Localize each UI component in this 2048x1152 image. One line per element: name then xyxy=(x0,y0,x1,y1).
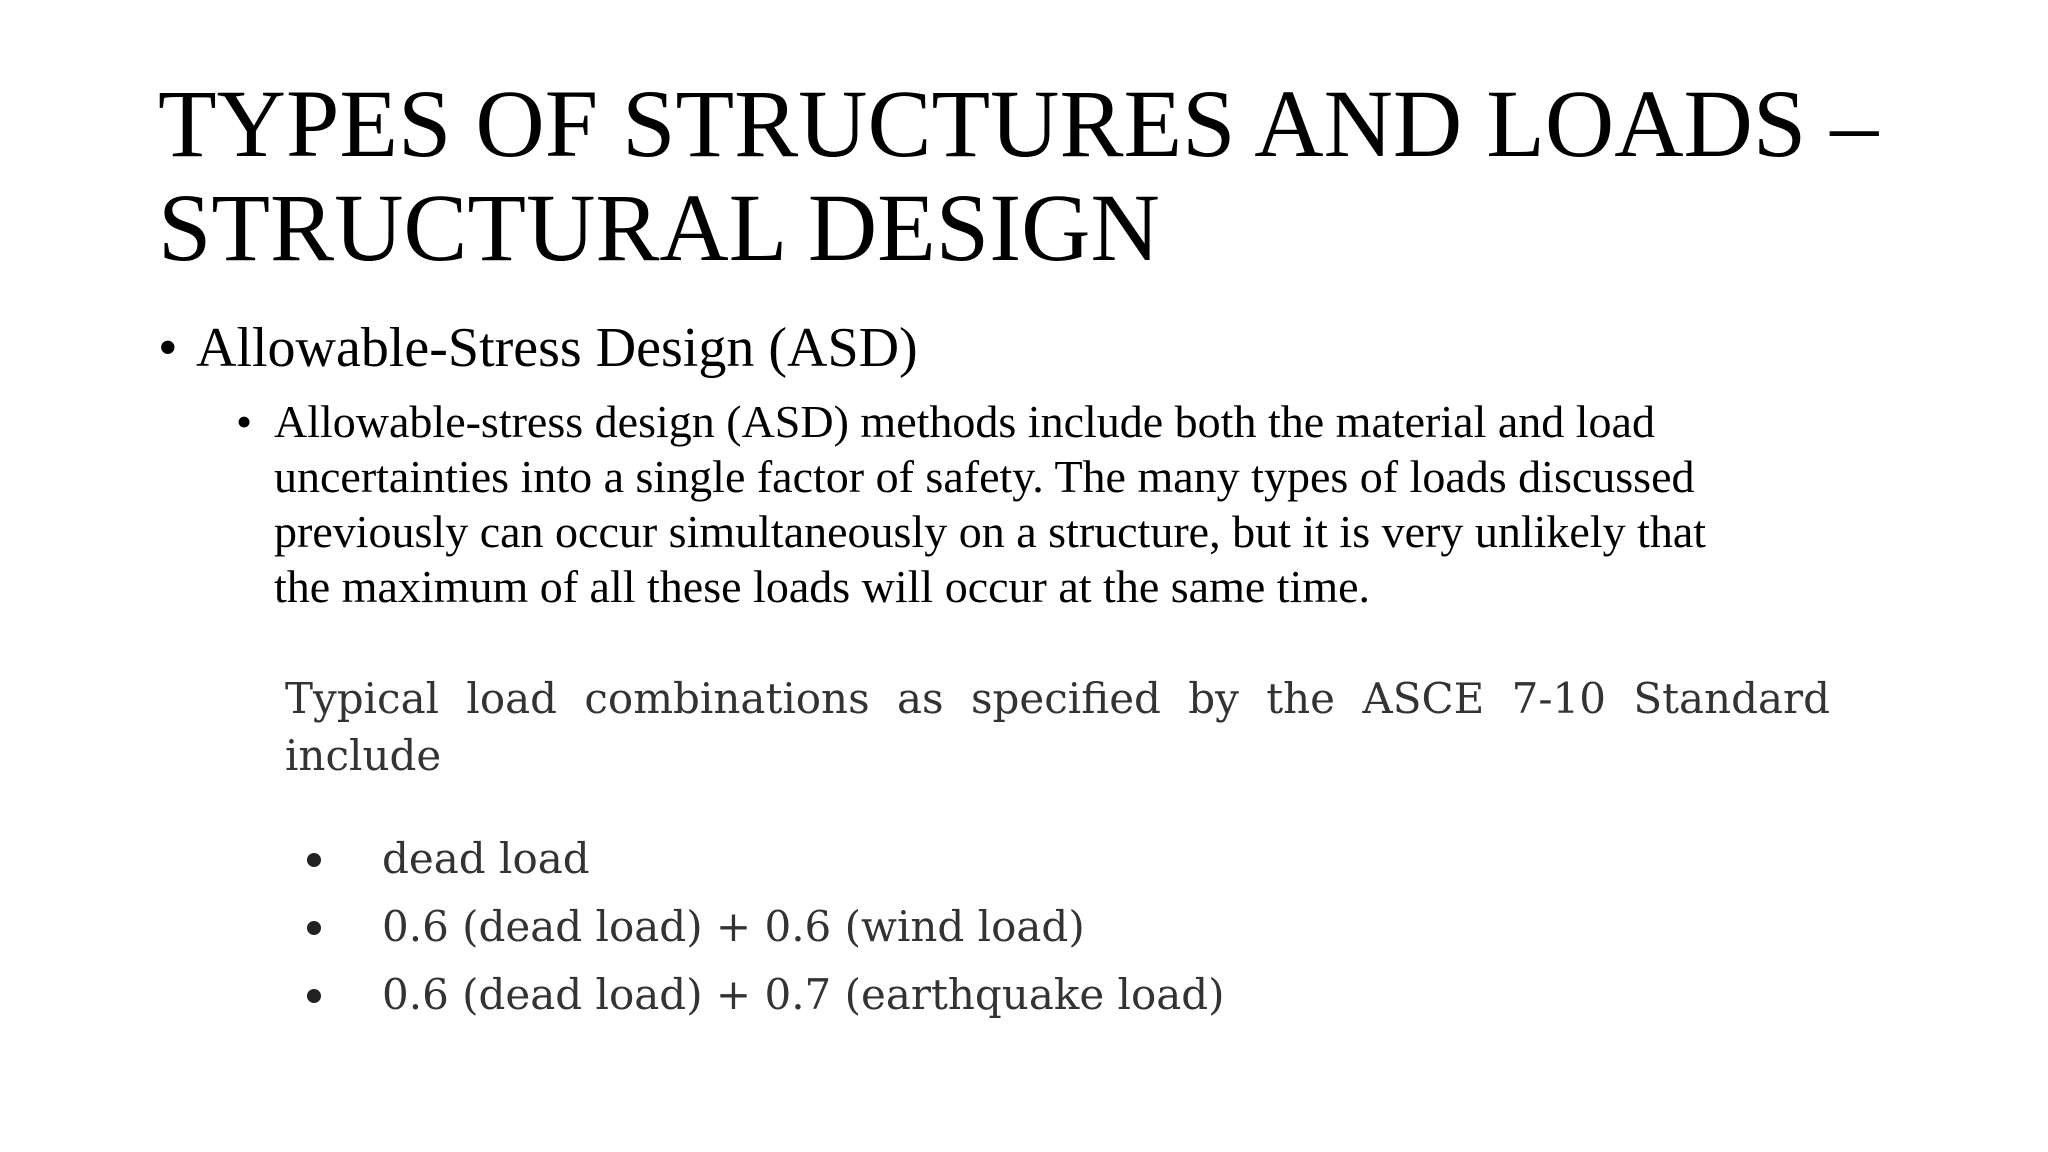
sub-bullet-marker: • xyxy=(236,396,253,447)
load-combinations-list xyxy=(285,825,1225,1029)
list-item-text: 0.6 (dead load) + 0.7 (earthquake load) xyxy=(382,970,1225,1019)
sub-bullet-line-3: previously can occur simultaneously on a structure, but it is very unlikely that xyxy=(274,506,1707,557)
list-item xyxy=(285,961,1225,1029)
bullet-dot-icon xyxy=(307,921,321,935)
figure-intro-line-1: Typical load combinations as specified by the ASCE 7-10 Standard xyxy=(285,674,1830,723)
sub-bullet-asd-description xyxy=(236,394,1936,614)
figure-intro-line-2: include xyxy=(285,731,442,780)
figure-intro xyxy=(285,670,1830,784)
bullet-asd xyxy=(158,313,918,383)
sub-bullet-line-2: uncertainties into a single factor of safety. The many types of loads discussed xyxy=(274,451,1695,502)
slide-title xyxy=(158,72,1958,280)
slide-title-line-2: STRUCTURAL DESIGN xyxy=(158,174,1160,281)
bullet-marker: • xyxy=(158,317,178,379)
list-item xyxy=(285,893,1225,961)
bullet-dot-icon xyxy=(307,989,321,1003)
sub-bullet-line-4: the maximum of all these loads will occur at the same time. xyxy=(274,561,1371,612)
load-combinations-figure xyxy=(285,670,1830,1030)
bullet-dot-icon xyxy=(307,853,321,867)
list-item xyxy=(285,825,1225,893)
slide-title-line-1: TYPES OF STRUCTURES AND LOADS – xyxy=(158,70,1879,177)
list-item-text: 0.6 (dead load) + 0.6 (wind load) xyxy=(382,902,1085,951)
sub-bullet-line-1: Allowable-stress design (ASD) methods include both the material and load xyxy=(274,396,1655,447)
list-item-text: dead load xyxy=(382,834,590,883)
bullet-asd-text: Allowable-Stress Design (ASD) xyxy=(196,317,918,379)
